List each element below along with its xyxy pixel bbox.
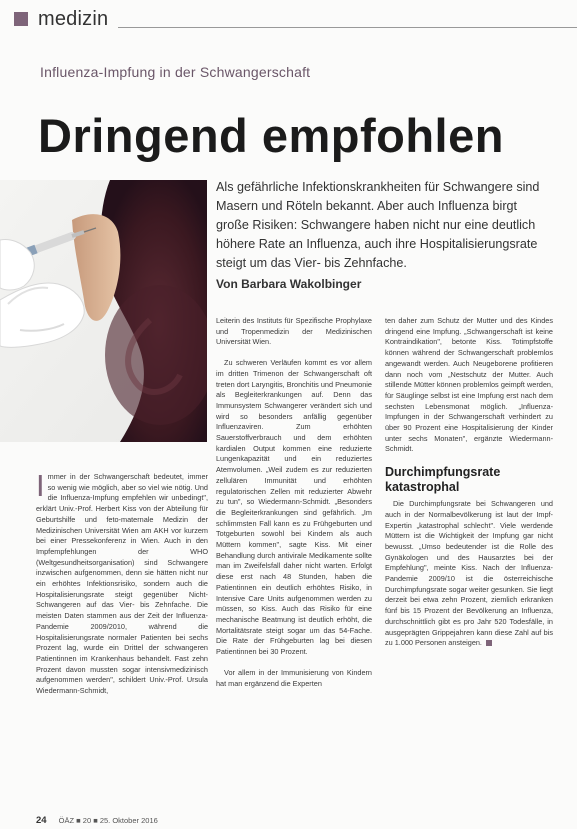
section-rule <box>118 27 577 28</box>
column3-paragraph-1: ten daher zum Schutz der Mutter und des Kindes dringend eine Impfung. „Schwangerschaft ist keine Kontraindikation", betonte Kiss. Totimpfstoffe können während der Schwangerschaft problemlos angewandt werden. Auch Neugeborene profitieren dann noch vom „Nestschutz der Mutter. Auch stillende Mütter können problemlos geimpft werden, für Säuglinge selbst ist eine Impfung erst nach dem sechsten Lebensmonat möglich. „Influenza-Impfungen in der Schwangerschaft verhindert zu über 90 Prozent eine Hospitalisierung der Kinder unter sechs Monaten", ergänzte Wiedermann-Schmidt. <box>385 316 553 454</box>
column2-paragraph-2: Zu schweren Verläufen kommt es vor allem im dritten Trimenon der Schwangerschaft oft treten dort Laryngitis, Bronchitis und Pneumonie als Begleiterkrankungen auf. Denn das Immunsystem Schwangerer verändert sich und wird so besonders anfällig gegenüber Influenzaviren. Zum erhöhten Sauerstoffverbrauch und dem erhöhten kardialen Output kommen eine reduzierte Lungenkapazität und ein reduziertes Atemvolumen. „Weil zudem es zur reduzierten zellulären Immunität und erhöhten regulatorischen Zellen mit reduzierter Abwehr zu tun", so Wiedermann-Schmidt. „Besonders die Begleiterkrankungen sind gefährlich. „Im schlimmsten Fall kann es zu Frühgeburten und Totgeburten sowohl bei Kindern als auch Müttern kommen", sagte Kiss. Mit einer Behandlung durch antivirale Medikamente sollte man im Zweifelsfall daher nicht warten. Erfolgt diese erst nach 48 Stunden, haben die Patientinnen ein deutlich erhöhtes Risiko, in Intensive Care Units aufgenommen werden zu müssen, so Kiss. Auch das Risiko für eine mechanische Beatmung ist deutlich erhöht, die Mortalitätsrate steigt sogar um das 54-Fache. Die Rate der Frühgeburten lag bei diesen Patientinnen bei 30 Prozent. <box>216 358 372 657</box>
section-color-block <box>14 12 28 26</box>
lead-text: Als gefährliche Infektionskrankheiten für Schwangere sind Masern und Röteln bekannt. Aber auch Influenza birgt große Risiken: Schwangere haben nicht nur eine deutlich höhere Rate an Influenza, auch ihre Hospitalisierungsrate steigt um das Vier- bis Zehnfache. <box>216 180 540 270</box>
issue-info: ÖÄZ ■ 20 ■ 25. Oktober 2016 <box>58 816 158 825</box>
pregnancy-vaccination-photo <box>0 180 207 442</box>
subheading: Durchimpfungsrate katastrophal <box>385 465 501 495</box>
page-number: 24 <box>36 815 47 826</box>
article-kicker: Influenza-Impfung in der Schwangerschaft <box>40 64 311 80</box>
article-end-mark <box>486 640 492 646</box>
section-label: medizin <box>38 8 109 30</box>
byline: Von Barbara Wakolbinger <box>216 277 362 291</box>
section-header <box>14 10 577 30</box>
column1-text-1: mmer in der Schwangerschaft bedeutet, immer so wenig wie möglich, aber so viel wie nötig. Und die Influenza-Impfung empfehlen wir unbedingt", erklärt Univ.-Prof. Herbert Kiss von der Abteilung für Geburtshilfe und feto-maternale Medizin der Medizinischen Universität Wien am AKH vor kurzem bei einer Pressekonferenz in Wien. Auch in den Impfempfehlungen der WHO (Weltgesundheitsorganisation) sind Schwangere inzwischen aufgenommen, denn sie hätten nicht nur ein erhöhtes Infektionsrisiko, sondern auch die Hospitalisierungsrate steigt gegenüber Nicht-Schwangeren auf das Vier- bis Zehnfache. Die meisten Daten stammen aus der Zeit der Influenza-Pandemie 2009/2010, während die Hospitalisierungsrate normaler Patienten bei sechs Prozent lag, wurde ein Drittel der schwangeren Patientinnen im Krankenhaus behandelt. Fast zehn Prozent davon mussten sogar intensivmedizinisch aufgenommen werden", schildert Univ.-Prof. Ursula Wiedermann-Schmidt, <box>36 472 208 696</box>
column3-text-2: Die Durchimpfungsrate bei Schwangeren und auch in der Normalbevölkerung ist laut der Impf-Expertin „katastrophal schlecht". Viele werdende Müttern ist die Wichtigkeit der Impfung gar nicht bewusst. „Umso bedeutender ist die Rolle des Gynäkologen und des Hausarztes bei der Empfehlung", meinte Kiss. Nach der Influenza-Pandemie 2009/10 ist die österreichische Durchimpfungsrate sogar weiter gesunken. Sie liegt derzeit bei etwa zehn Prozent, ziemlich erkranken fünf bis 15 Prozent der Bevölkerung an Influenza, durchschnittlich gibt es pro Jahr 520 Todesfälle, in ausgeprägten Grippejahren kann diese Zahl auf bis zu 1.000 Personen ansteigen. <box>385 499 553 648</box>
column2-paragraph-3: Vor allem in der Immunisierung von Kindern hat man ergänzend die Experten <box>216 667 372 688</box>
article-column-2 <box>216 316 372 689</box>
drop-cap: I <box>36 468 45 503</box>
article-column-1 <box>36 468 208 697</box>
article-headline: Dringend empfohlen <box>38 109 504 162</box>
column3-paragraph-2 <box>385 499 553 649</box>
article-column-3 <box>385 316 553 649</box>
column2-paragraph-1: Leiterin des Instituts für Spezifische Prophylaxe und Tropenmedizin der Medizinischen Universität Wien. <box>216 316 372 347</box>
article-lead <box>216 178 552 294</box>
page-footer <box>36 815 158 826</box>
column1-paragraph-1 <box>36 468 208 697</box>
